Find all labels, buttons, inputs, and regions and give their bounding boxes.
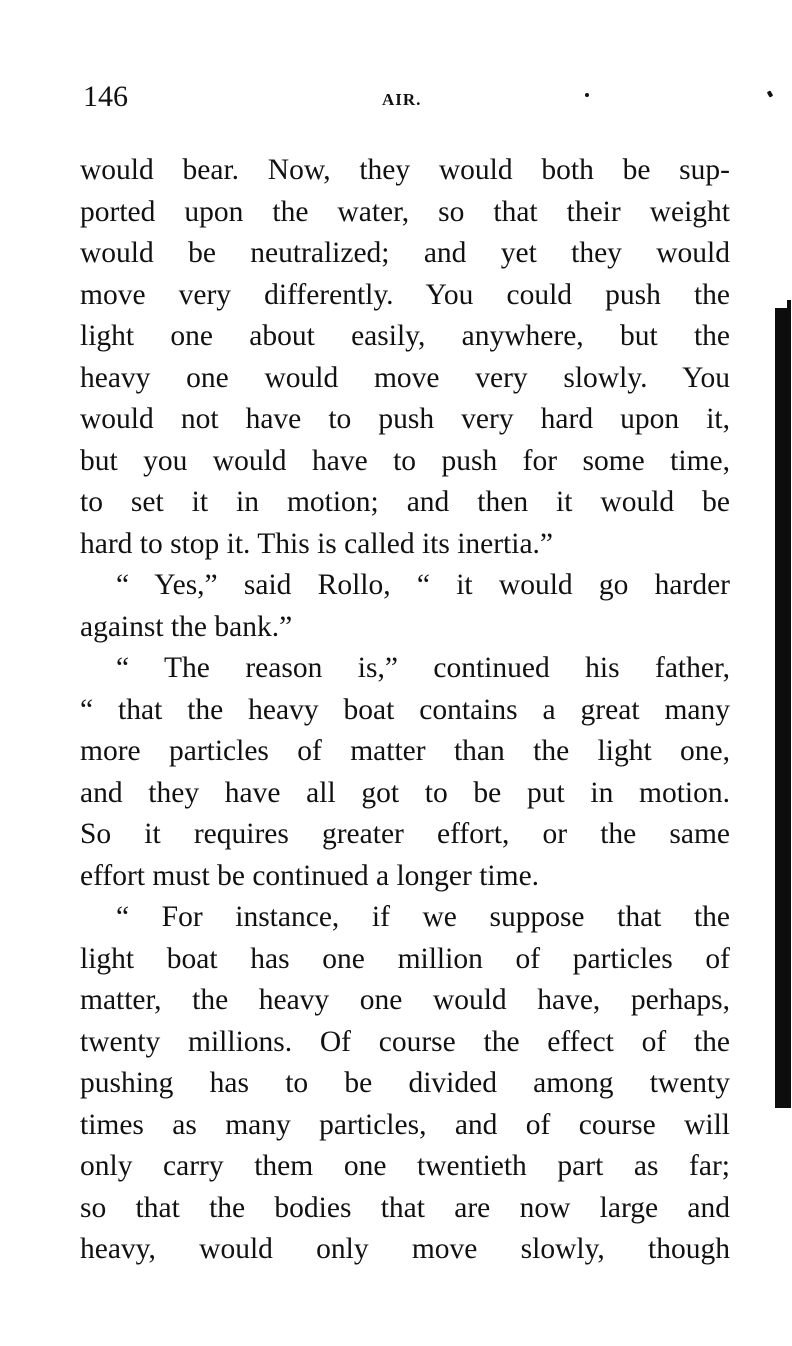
- text-line: only carry them one twentieth part as far;: [80, 1150, 730, 1182]
- text-line: “ Yes,” said Rollo, “ it would go harder: [116, 569, 730, 601]
- text-line: “ For instance, if we suppose that the: [116, 901, 730, 933]
- text-line: effort must be continued a longer time.: [80, 859, 540, 892]
- text-line: times as many particles, and of course will: [80, 1108, 730, 1141]
- page-edge-shadow: [775, 308, 791, 1108]
- text-line: would be neutralized; and yet they would: [80, 237, 730, 269]
- text-line: so that the bodies that are now large and: [80, 1191, 730, 1224]
- text-line: twenty millions. Of course the effect of the: [80, 1025, 730, 1058]
- text-line: light one about easily, anywhere, but the: [80, 320, 730, 352]
- text-line: pushing has to be divided among twenty: [80, 1067, 730, 1099]
- text-line: “ that the heavy boat contains a great many: [80, 693, 730, 726]
- text-line: hard to stop it. This is called its inertia.”: [80, 527, 554, 560]
- text-line: would not have to push very hard upon it,: [80, 403, 730, 435]
- text-line: against the bank.”: [80, 610, 293, 643]
- text-line: but you would have to push for some time,: [80, 444, 730, 477]
- print-speck-dot: [585, 93, 589, 97]
- text-line: matter, the heavy one would have, perhaps,: [80, 984, 730, 1016]
- text-line: heavy one would move very slowly. You: [80, 361, 730, 394]
- text-line: heavy, would only move slowly, though: [80, 1233, 730, 1265]
- text-line: move very differently. You could push the: [80, 278, 730, 311]
- text-line: more particles of matter than the light one,: [80, 735, 730, 767]
- text-line: would bear. Now, they would both be sup-: [80, 154, 730, 186]
- text-line: and they have all got to be put in motion.: [80, 776, 730, 809]
- text-line: “ The reason is,” continued his father,: [116, 652, 730, 684]
- text-line: light boat has one million of particles of: [80, 942, 730, 975]
- page-number: 146: [83, 80, 128, 113]
- text-line: ported upon the water, so that their weight: [80, 195, 730, 228]
- body-text: [80, 150, 730, 1271]
- running-head: AIR.: [382, 90, 422, 109]
- text-line: So it requires greater effort, or the same: [80, 818, 730, 850]
- text-line: to set it in motion; and then it would be: [80, 486, 730, 518]
- print-speck-tick: [767, 90, 773, 97]
- page-header: [80, 80, 730, 120]
